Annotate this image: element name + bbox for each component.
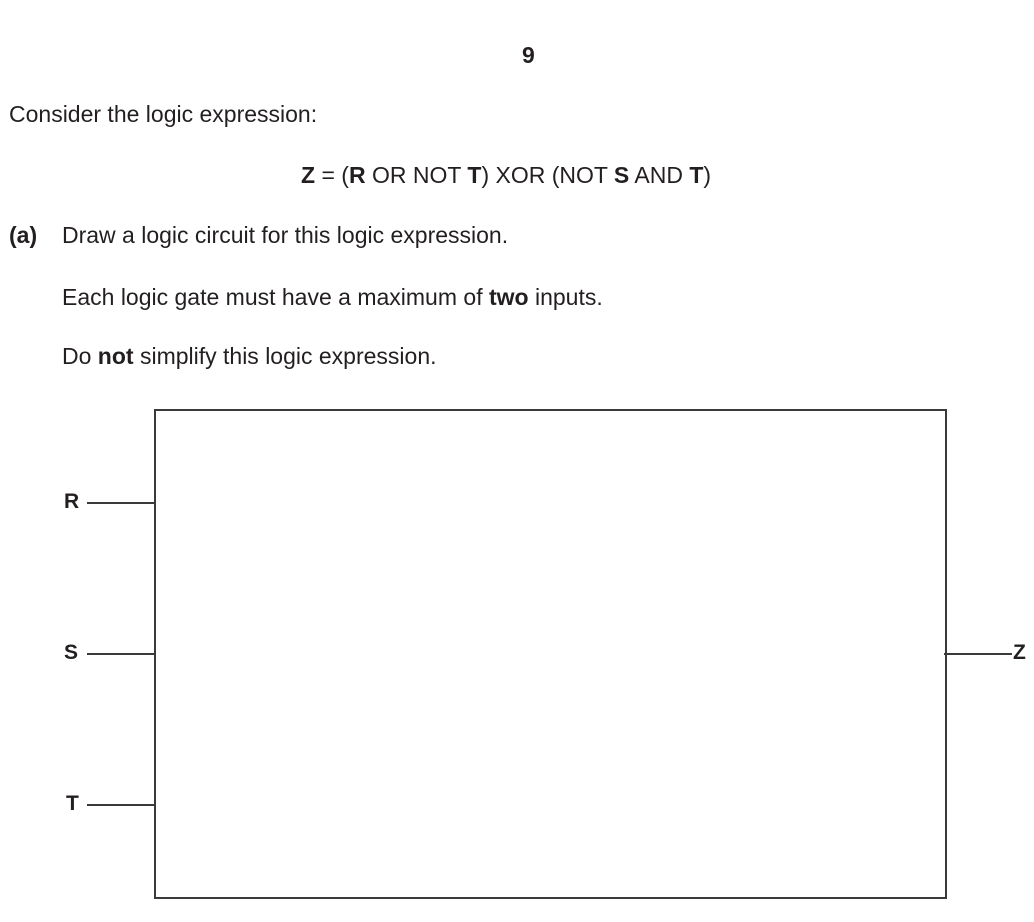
input-wire-t (87, 804, 155, 806)
expr-s: S (613, 162, 630, 188)
expr-r: R (348, 162, 366, 188)
constraint-no-simplify (62, 343, 437, 370)
input-wire-r (87, 502, 155, 504)
expr-t: T (689, 162, 704, 188)
expr-part: ) XOR (NOT (481, 162, 614, 188)
expr-z: Z (301, 162, 316, 188)
emphasis: not (97, 343, 134, 369)
expr-part: AND (629, 162, 690, 188)
text: simplify this logic expression. (133, 343, 437, 369)
text: Each logic gate must have a maximum of (62, 284, 489, 310)
text: Do (62, 343, 98, 369)
answer-drawing-box[interactable] (154, 409, 947, 899)
constraint-two-inputs (62, 284, 603, 311)
text: inputs. (528, 284, 603, 310)
emphasis: two (488, 284, 529, 310)
input-wire-s (87, 653, 155, 655)
expr-part: OR NOT (365, 162, 468, 188)
logic-expression (301, 162, 711, 189)
input-label-r: R (64, 490, 80, 513)
expr-part: = ( (315, 162, 349, 188)
output-wire-z (944, 653, 1012, 655)
intro-text: Consider the logic expression: (9, 101, 318, 127)
expr-t: T (467, 162, 482, 188)
expr-part: ) (703, 162, 712, 188)
question-a (9, 222, 508, 249)
question-label: (a) (9, 222, 38, 248)
question-instruction: Draw a logic circuit for this logic expression. (62, 222, 509, 248)
output-label-z: Z (1013, 641, 1026, 664)
input-label-t: T (66, 792, 79, 815)
input-label-s: S (64, 641, 79, 664)
page-number: 9 (522, 42, 535, 68)
